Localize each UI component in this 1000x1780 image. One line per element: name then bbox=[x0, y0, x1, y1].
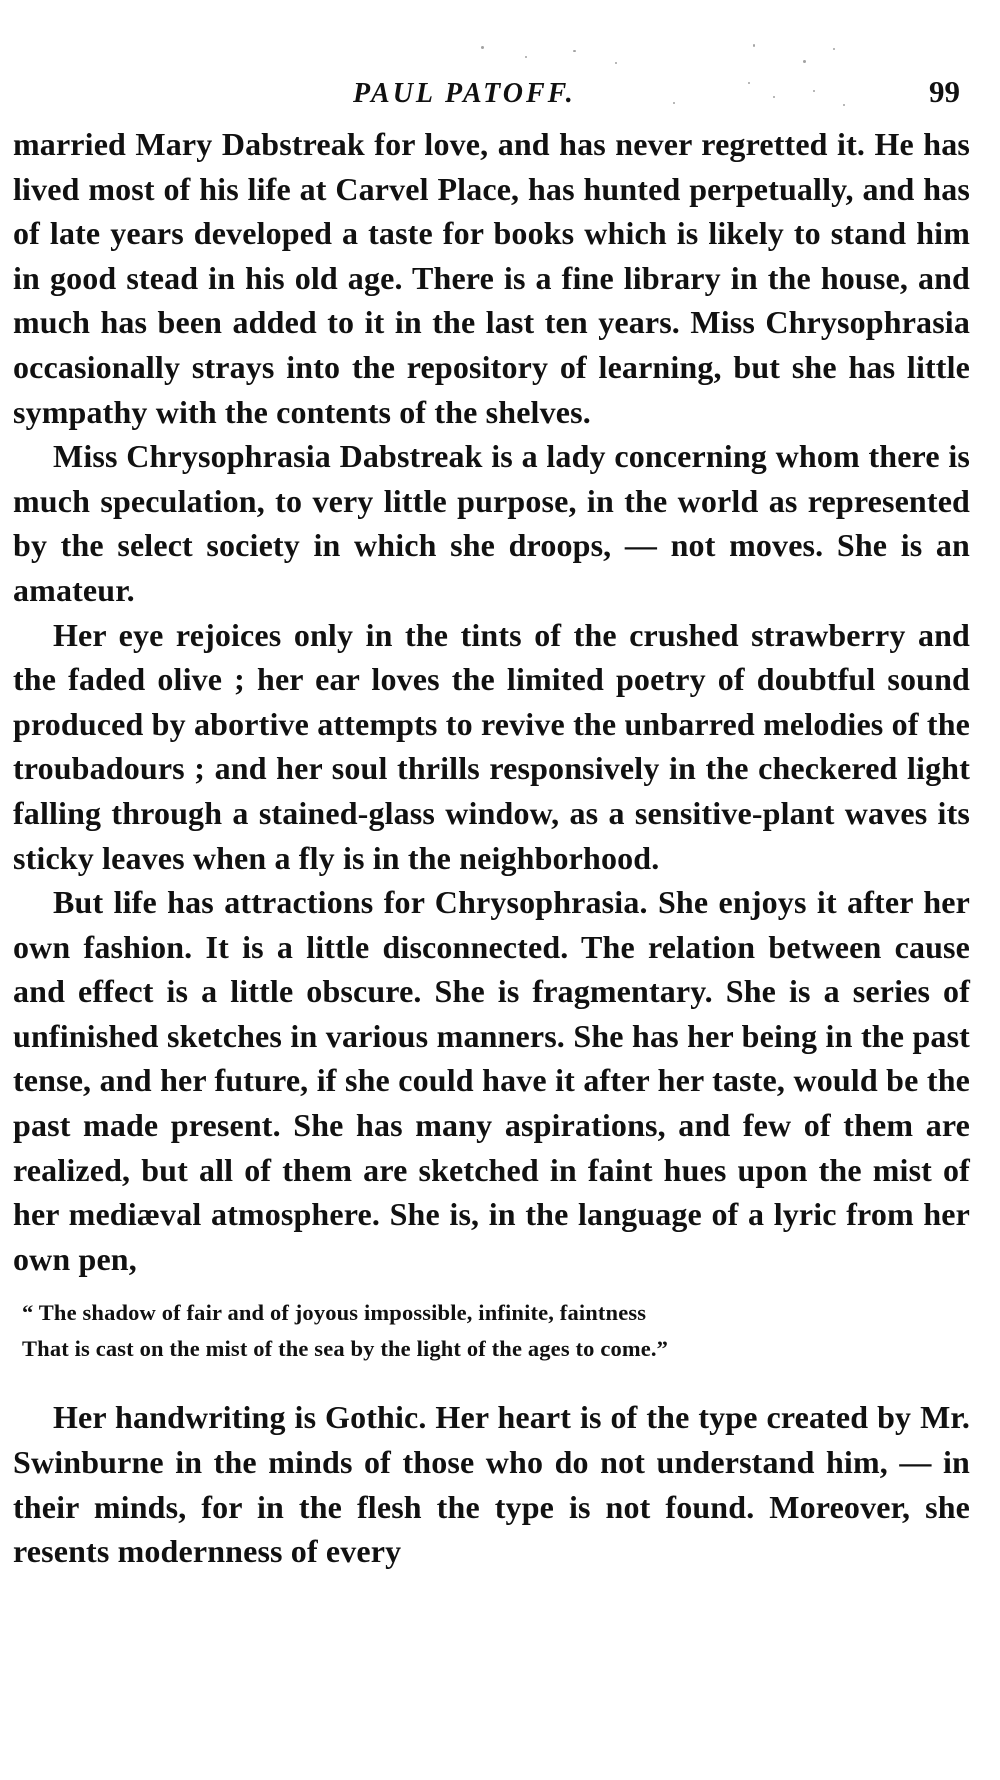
scan-speckle bbox=[833, 48, 835, 50]
paragraph: Her eye rejoices only in the tints of the crushed strawberry and the faded olive ; her ear loves the limited poetry of doubtful sound produced by abortive attempts to revive the unbarred melodies of the troubadours ; and her soul thrills responsively in the checkered light falling through a stained-glass window, as a sensitive-plant waves its sticky leaves when a fly is in the neighborhood. bbox=[13, 616, 970, 876]
scan-speckle bbox=[843, 104, 845, 106]
scan-speckle bbox=[615, 62, 617, 64]
paragraph: married Mary Dabstreak for love, and has never regretted it. He has lived most of his life at Carvel Place, has hunted perpetually, and has of late years developed a taste for books which is likely to stand him in good stead in his old age. There is a fine library in the house, and much has been added to it in the last ten years. Miss Chrysophrasia occasionally strays into the repository of learning, but she has little sympathy with the contents of the shelves. bbox=[13, 126, 970, 430]
scan-speckle bbox=[748, 82, 750, 84]
paragraph: Her handwriting is Gothic. Her heart is of the type created by Mr. Swinburne in the minds of those who do not understand him, — in their minds, for in the flesh the type is not found. Moreover, she resents modernness of every bbox=[13, 1399, 970, 1570]
running-title: PAUL PATOFF. bbox=[353, 78, 576, 109]
scan-speckle bbox=[803, 60, 806, 63]
paragraph: But life has attractions for Chrysophrasia. She enjoys it after her own fashion. It is a little disconnected. The relation between cause and effect is a little obscure. She is fragmentary. She is a series of unfinished sketches in various manners. She has her being in the past tense, and her future, if she could have it after her taste, would be the past made present. She has many aspirations, and few of them are realized, but all of them are sketched in faint hues upon the mist of her mediæval atmosphere. She is, in the language of a lyric from her own pen, bbox=[13, 884, 970, 1277]
scan-speckle bbox=[773, 96, 775, 98]
page-header bbox=[13, 74, 970, 122]
scan-speckle bbox=[673, 102, 675, 104]
scan-speckle bbox=[813, 90, 815, 92]
page-number: 99 bbox=[929, 74, 960, 109]
scan-speckle bbox=[753, 44, 755, 47]
quote-line: “ The shadow of fair and of joyous impossible, infinite, faintness bbox=[22, 1300, 647, 1326]
verse-quote bbox=[22, 1295, 970, 1367]
body-text bbox=[13, 122, 970, 1574]
quote-line: That is cast on the mist of the sea by the light of the ages to come.” bbox=[22, 1336, 669, 1362]
scan-speckle bbox=[573, 50, 576, 52]
paragraph: Miss Chrysophrasia Dabstreak is a lady concerning whom there is much speculation, to very little purpose, in the world as represented by the select society in which she droops, — not moves. She is an amateur. bbox=[13, 438, 970, 608]
scan-speckle bbox=[481, 46, 484, 49]
scan-speckle bbox=[525, 56, 527, 58]
